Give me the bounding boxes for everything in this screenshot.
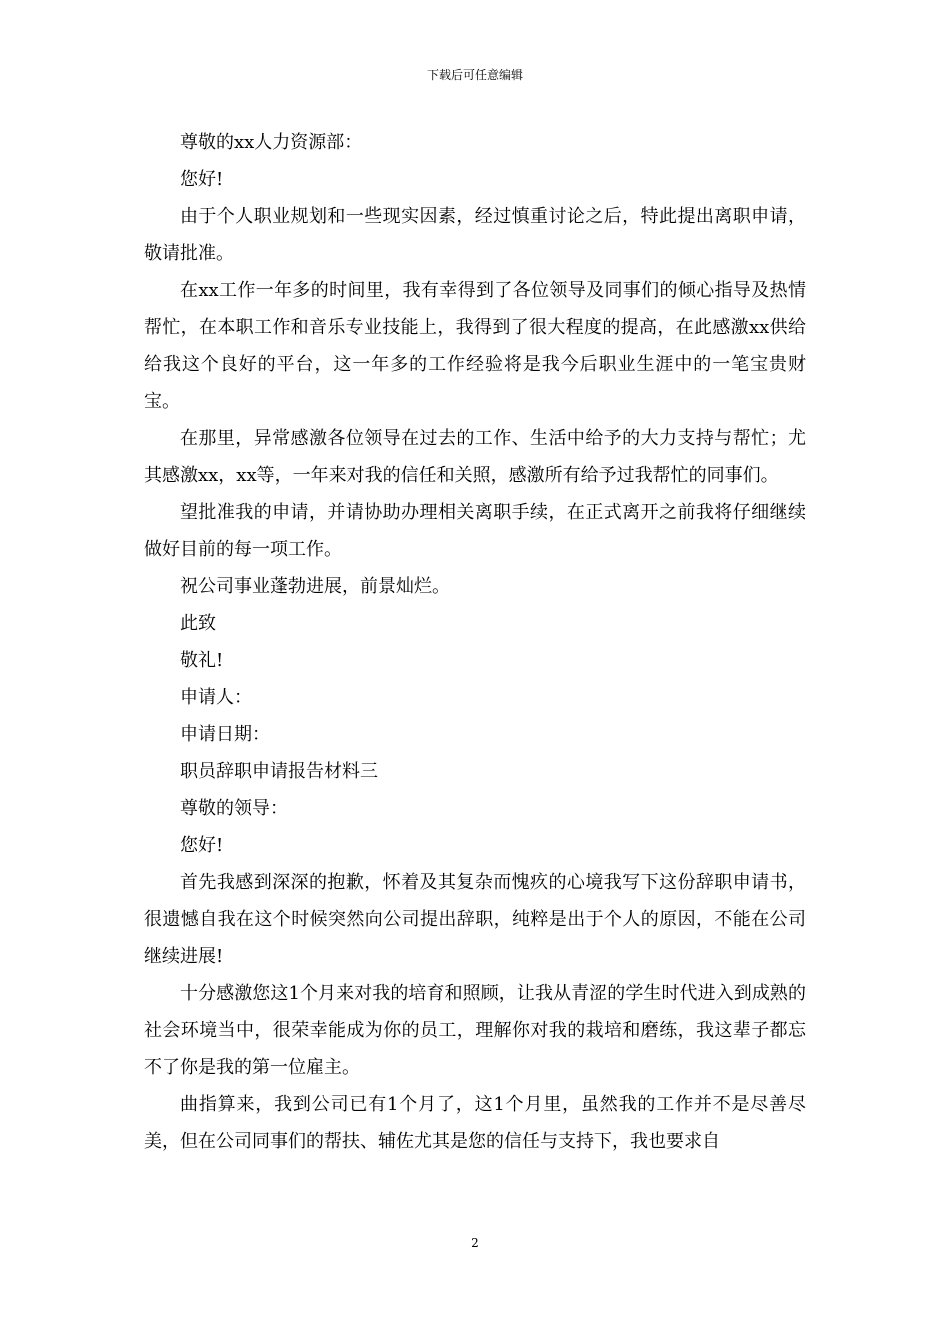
page-number: 2 (471, 1236, 479, 1250)
body-paragraph: 曲指算来，我到公司已有1个月了，这1个月里，虽然我的工作并不是尽善尽美，但在公司同事们的帮扶、辅佐尤其是您的信任与支持下，我也要求自 (144, 1094, 806, 1152)
closing-line: 此致 (180, 613, 216, 634)
salutation: 尊敬的xx人力资源部： (180, 132, 363, 153)
applicant-label: 申请人： (180, 687, 252, 708)
page-header: 下载后可任意编辑 (426, 68, 523, 82)
body-paragraph: 在xx工作一年多的时间里，我有幸得到了各位领导及同事们的倾心指导及热情帮忙，在本职工作和音乐专业技能上，我得到了很大程度的提高，在此感激xx供给给我这个良好的平台，这一年多的工作经验将是我今后职业生涯中的一笔宝贵财宝。 (144, 280, 806, 412)
body-paragraph: 首先我感到深深的抱歉，怀着及其复杂而愧疚的心境我写下这份辞职申请书，很遗憾自我在这个时候突然向公司提出辞职，纯粹是出于个人的原因，不能在公司继续进展! (144, 872, 806, 967)
greeting: 您好! (180, 169, 224, 190)
salutation: 尊敬的领导： (180, 798, 288, 819)
body-paragraph: 十分感激您这1个月来对我的培育和照顾，让我从青涩的学生时代进入到成熟的社会环境当中，很荣幸能成为你的员工，理解你对我的栽培和磨练，我这辈子都忘不了你是我的第一位雇主。 (144, 983, 806, 1078)
closing-wish: 祝公司事业蓬勃进展，前景灿烂。 (180, 576, 450, 597)
body-paragraph: 由于个人职业规划和一些现实因素，经过慎重讨论之后，特此提出离职申请，敬请批准。 (144, 206, 806, 264)
closing-salute: 敬礼! (180, 650, 224, 671)
body-paragraph: 在那里，异常感激各位领导在过去的工作、生活中给予的大力支持与帮忙；尤其感激xx，xx等，一年来对我的信任和关照，感激所有给予过我帮忙的同事们。 (144, 428, 806, 486)
section-title: 职员辞职申请报告材料三 (180, 761, 378, 782)
greeting: 您好! (180, 835, 224, 856)
document-body (144, 124, 806, 1160)
application-date-label: 申请日期： (180, 724, 270, 745)
body-paragraph: 望批准我的申请，并请协助办理相关离职手续，在正式离开之前我将仔细继续做好目前的每一项工作。 (144, 502, 806, 560)
